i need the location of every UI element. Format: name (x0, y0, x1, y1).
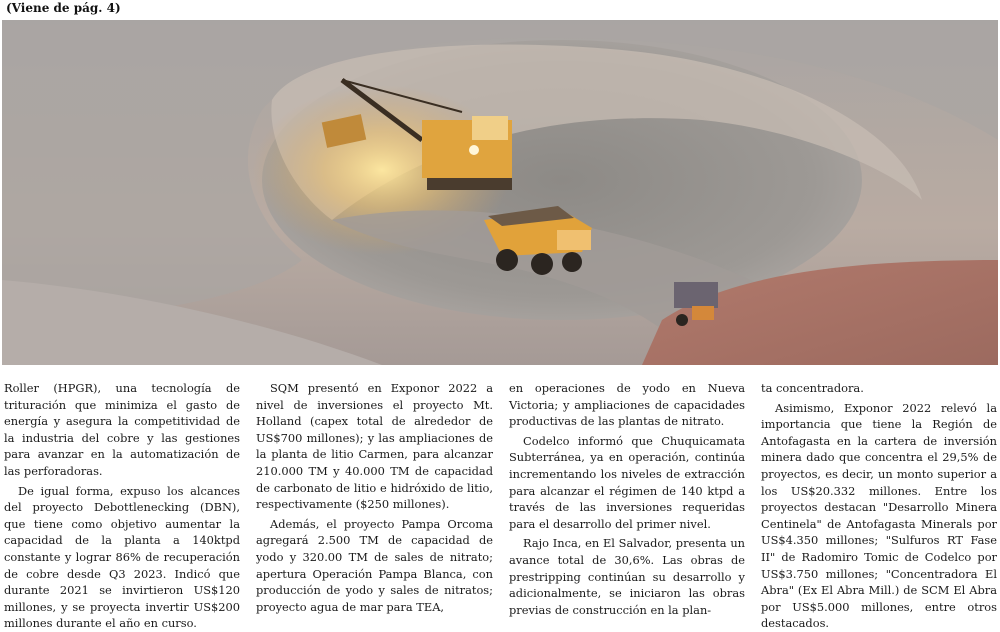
body-paragraph: en operaciones de yodo en Nueva Victoria; y ampliaciones de capacidades productivas de las plantas de nitrato. (509, 381, 745, 429)
body-paragraph: Además, el proyecto Pampa Orcoma agregará 2.500 TM de capacidad de yodo y 320.00 TM de sales de nitrato; apertura Operación Pampa Blanca, con producción de yodo y sales de nitratos; proyecto agua de mar para TEA, (256, 516, 493, 614)
body-paragraph: Asimismo, Exponor 2022 relevó la importancia que tiene la Región de Antofagasta en la cartera de inversión minera dado que concentra el 29,5% de proyectos, es decir, un monto superior a los US$20.332 millones. Entre los proyectos destacan "Desarrollo Minera Centinela" de Antofagasta Minerals por US$4.350 millones; "Sulfuros RT Fase II" de Radomiro Tomic de Codelco por US$3.750 millones; "Concentradora El Abra" (Ex El Abra Mill.) de SCM El Abra por US$5.000 millones, entre otros destacados. (761, 400, 997, 631)
body-paragraph: Rajo Inca, en El Salvador, presenta un avance total de 30,6%. Las obras de prestripping continúan su desarrollo y adicionalmente, se iniciaron las obras previas de construcción en la plan- (509, 536, 745, 617)
article-column-1 (4, 380, 240, 632)
body-paragraph: Roller (HPGR), una tecnología de trituración que minimiza el gasto de energía y asegura la competitividad de la industria del cobre y las gestiones para avanzar en la automatización de las perforadoras. (4, 381, 240, 478)
continued-from-label: (Viene de pág. 4) (6, 1, 121, 15)
article-column-3 (509, 380, 745, 618)
article-column-2 (256, 380, 493, 615)
body-paragraph: ta concentradora. (761, 381, 864, 395)
body-paragraph: Codelco informó que Chuquicamata Subterránea, ya en operación, continúa incrementando los niveles de extracción para alcanzar el régimen de 140 ktpd a través de las inversiones requeridas para el desarrollo del primer nivel. (509, 433, 745, 531)
open-pit-mine-photo (2, 20, 998, 365)
body-paragraph: De igual forma, expuso los alcances del proyecto Debottlenecking (DBN), que tiene como objetivo aumentar la capacidad de la planta a 140ktpd constante y lograr 86% de recuperación de cobre desde Q3 2023. Indicó que durante 2021 se invirtieron US$120 millones, y se proyecta invertir US$200 millones durante el año en curso. (4, 483, 240, 631)
article-column-4 (761, 380, 997, 632)
body-paragraph: SQM presentó en Exponor 2022 a nivel de inversiones el proyecto Mt. Holland (capex total de alrededor de US$700 millones); y las ampliaciones de la planta de litio Carmen, para alcanzar 210.000 TM y 40.000 TM de capacidad de carbonato de litio e hidróxido de litio, respectivamente ($250 millones). (256, 381, 493, 512)
